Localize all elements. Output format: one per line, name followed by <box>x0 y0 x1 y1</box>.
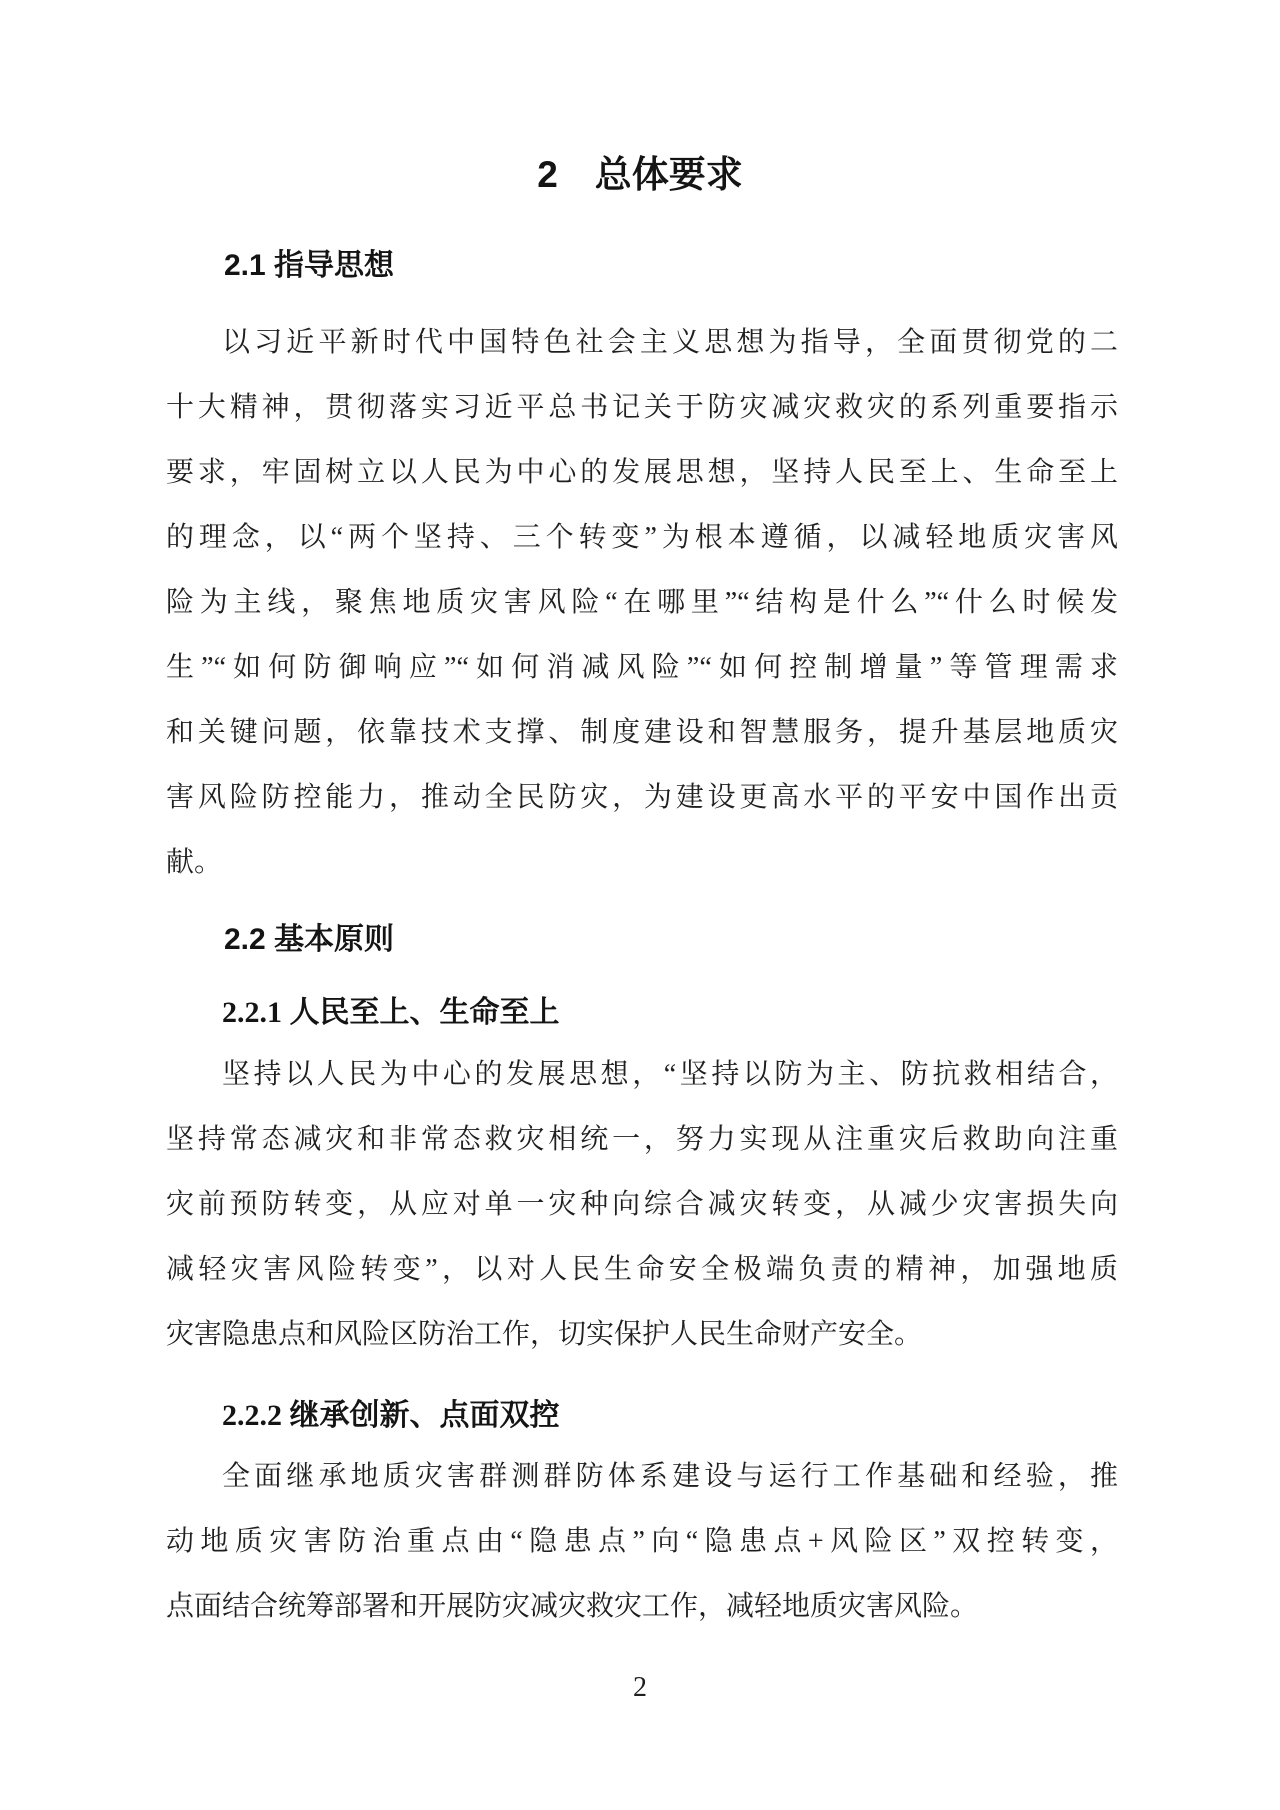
paragraph-line: 点面结合统筹部署和开展防灾减灾救灾工作，减轻地质灾害风险。 <box>166 1591 979 1622</box>
paragraph-line: 灾前预防转变，从应对单一灾种向综合减灾转变，从减少灾害损失向 <box>166 1189 1118 1220</box>
paragraph-line: 坚持常态减灾和非常态救灾相统一，努力实现从注重灾后救助向注重 <box>166 1124 1118 1155</box>
page-number: 2 <box>633 1672 647 1703</box>
paragraph-line: 全面继承地质灾害群测群防体系建设与运行工作基础和经验，推 <box>222 1461 1118 1492</box>
heading-2-2-basic-principles: 2.2 基本原则 <box>224 923 395 956</box>
paragraph-line: 要求，牢固树立以人民为中心的发展思想，坚持人民至上、生命至上 <box>166 457 1118 488</box>
paragraph-line: 坚持以人民为中心的发展思想，“坚持以防为主、防抗救相结合， <box>222 1059 1118 1090</box>
page-title: 2 总体要求 <box>537 154 743 195</box>
paragraph-line: 和关键问题，依靠技术支撑、制度建设和智慧服务，提升基层地质灾 <box>166 717 1118 748</box>
paragraph-line: 灾害隐患点和风险区防治工作，切实保护人民生命财产安全。 <box>166 1319 923 1350</box>
paragraph-line: 动地质灾害防治重点由“隐患点”向“隐患点+风险区”双控转变， <box>166 1526 1118 1557</box>
paragraph-line: 的理念，以“两个坚持、三个转变”为根本遵循，以减轻地质灾害风 <box>166 522 1118 553</box>
paragraph-line: 十大精神，贯彻落实习近平总书记关于防灾减灾救灾的系列重要指示 <box>166 392 1118 423</box>
heading-2-2-2-inherit-innovate: 2.2.2 继承创新、点面双控 <box>222 1399 560 1432</box>
paragraph-line: 献。 <box>166 847 223 878</box>
heading-2-2-1-people-first: 2.2.1 人民至上、生命至上 <box>222 996 560 1029</box>
paragraph-guiding-ideology <box>166 310 1118 895</box>
paragraph-inherit-innovate <box>166 1444 1118 1639</box>
paragraph-line: 害风险防控能力，推动全民防灾，为建设更高水平的平安中国作出贡 <box>166 782 1118 813</box>
paragraph-line: 险为主线，聚焦地质灾害风险“在哪里”“结构是什么”“什么时候发 <box>166 587 1118 618</box>
paragraph-line: 以习近平新时代中国特色社会主义思想为指导，全面贯彻党的二 <box>222 327 1118 358</box>
paragraph-line: 生”“如何防御响应”“如何消减风险”“如何控制增量”等管理需求 <box>166 652 1118 683</box>
paragraph-line: 减轻灾害风险转变”，以对人民生命安全极端负责的精神，加强地质 <box>166 1254 1118 1285</box>
paragraph-people-first <box>166 1042 1118 1367</box>
heading-2-1-guiding-ideology: 2.1 指导思想 <box>224 249 395 282</box>
